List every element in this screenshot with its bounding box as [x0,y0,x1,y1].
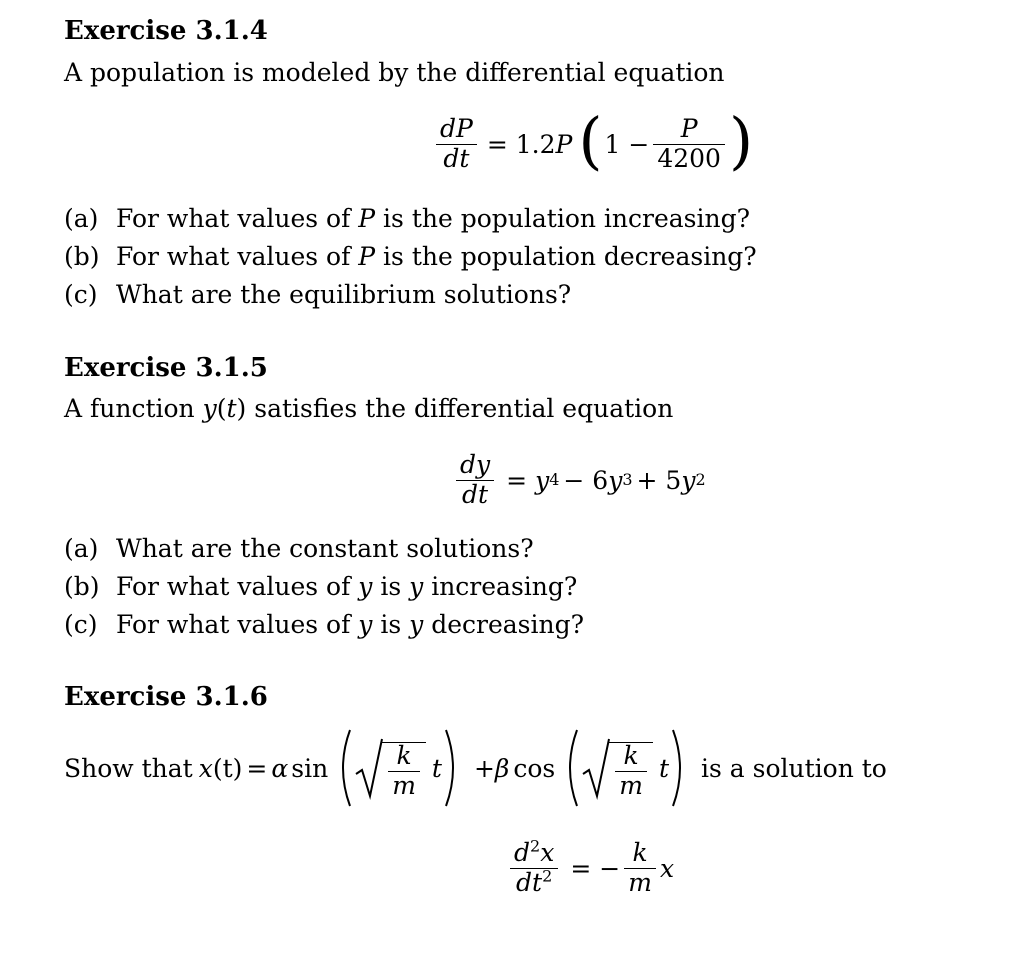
exercise-heading-3-1-6: Exercise 3.1.6 [64,682,268,712]
question-label: (a) [64,534,99,563]
plus-sign: + [473,753,495,783]
variable-x: x [659,853,675,883]
question-text: decreasing? [423,610,584,639]
question-text: is the population decreasing? [375,242,757,271]
right-paren-large [442,726,464,810]
question-item [64,280,571,309]
question-item [64,242,757,271]
question-variable: P [358,204,376,233]
fraction-denominator: m [619,771,643,800]
operator: + 5 [636,465,682,495]
variable-p: P [555,129,573,159]
fraction-p-4200 [653,115,725,174]
question-text: For what values of [116,204,359,233]
equals-sign: = [506,465,528,495]
fraction-k-m [388,742,420,801]
radicand [382,742,426,801]
radical-sign [354,736,384,800]
fraction-numerator [510,836,558,868]
fraction-numerator: k [396,741,412,771]
fraction-denominator: m [392,771,416,800]
right-paren-large [669,726,691,810]
radical-sign [581,736,611,800]
term-y: y [681,465,696,495]
equation-logistic [432,104,753,184]
term-y: y [535,465,550,495]
question-variable: y [358,572,373,601]
left-paren-large [559,726,581,810]
question-item [64,572,577,601]
exercise-intro-3-1-4: A population is modeled by the differential equation [64,58,725,87]
minus-sign: − [599,853,621,883]
left-paren: ( [578,104,603,177]
dt-symbol: dt [516,867,543,897]
question-label: (c) [64,280,98,309]
statement-oscillator [64,726,887,810]
question-variable: y [409,610,424,639]
fraction-k-m [615,742,647,801]
function-arg: (t) [212,753,243,783]
question-item [64,610,584,639]
term-y: y [608,465,623,495]
fraction-denominator: dt [462,479,489,509]
fraction-denominator: m [628,867,652,897]
equals-sign: = [570,853,592,883]
function-x: x [198,753,213,783]
question-text: is [372,572,410,601]
sin-operator: sin [291,753,329,783]
intro-text: A function [64,394,203,423]
fraction-dp-dt [436,115,477,174]
question-item [64,204,750,233]
intro-arg: t [226,394,237,423]
question-text: For what values of [116,572,359,601]
question-text: increasing? [423,572,578,601]
right-paren: ) [728,104,754,177]
question-text: What are the constant solutions? [116,534,534,563]
exercise-intro-3-1-5 [64,394,673,423]
fraction-numerator: dP [440,113,473,143]
fraction-denominator [512,866,556,898]
question-text: What are the equilibrium solutions? [116,280,572,309]
question-text: is [372,610,410,639]
sqrt-k-over-m [581,736,653,801]
statement-text: Show that [64,753,193,783]
variable-t: t [431,753,442,783]
fraction-dy-dt [456,451,494,510]
equals-coefficient: = 1.2 [486,129,556,159]
equation-polynomial: $\frac{dy}{dt}$ = y 4 − 6 y 3 + 5 y 2 [452,440,706,520]
equation-second-order [506,826,674,910]
operator: − 6 [563,465,609,495]
question-label: (a) [64,204,99,233]
fraction-d2x-dt2 [510,836,558,898]
question-text: is the population increasing? [375,204,750,233]
fraction-numerator: k [623,741,639,771]
question-text: For what values of [116,242,359,271]
variable-t: t [658,753,670,783]
question-variable: y [358,610,373,639]
question-variable: P [358,242,376,271]
fraction-k-m [624,839,656,898]
question-item [64,534,534,563]
intro-paren: ( [216,394,227,423]
equals-sign: = [246,753,268,783]
question-label: (b) [64,572,100,601]
intro-paren: ) [236,394,247,423]
question-label: (c) [64,610,98,639]
coefficient-alpha: α [271,753,289,783]
radicand [609,742,653,801]
fraction-numerator: dy [460,449,491,479]
exercise-heading-3-1-5: Exercise 3.1.5 [64,353,268,383]
sqrt-k-over-m [354,736,426,801]
coefficient-beta: β [494,753,510,783]
fraction-denominator: 4200 [657,143,721,173]
fraction-numerator: P [680,113,698,143]
exponent: 2 [530,836,541,856]
exponent: 2 [542,866,553,886]
exercise-heading-3-1-4: Exercise 3.1.4 [64,16,268,46]
d-symbol: d [514,837,531,867]
fraction-denominator: dt [443,143,470,173]
statement-text: is a solution to [701,753,887,783]
intro-text: satisfies the differential equation [246,394,674,423]
question-text: For what values of [116,610,359,639]
one-minus: 1 − [604,129,650,159]
question-label: (b) [64,242,100,271]
intro-function: y [202,394,217,423]
variable-x: x [540,837,555,867]
cos-operator: cos [513,753,556,783]
question-variable: y [409,572,424,601]
left-paren-large [332,726,354,810]
fraction-numerator: k [632,837,648,867]
